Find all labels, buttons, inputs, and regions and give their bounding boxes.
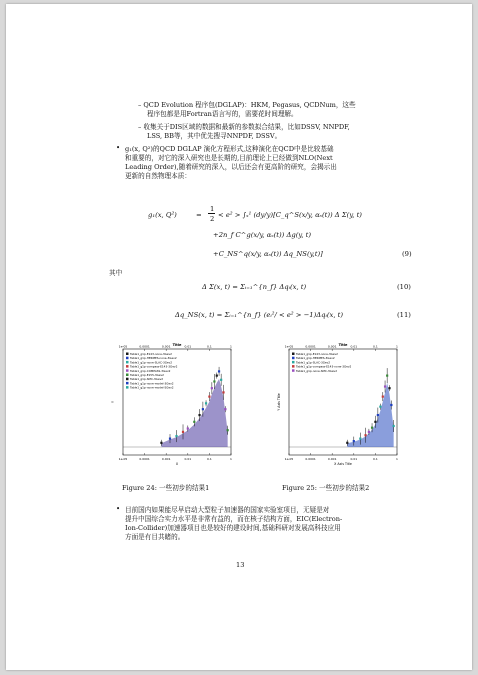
figure-24-caption: Figure 24: 一些初步的结果1 bbox=[122, 484, 210, 492]
x-axis-label: X bbox=[175, 462, 179, 466]
y-axis-label: Y bbox=[111, 401, 115, 403]
data-point bbox=[175, 435, 177, 437]
x-tick-label-top: 1 bbox=[230, 344, 232, 349]
legend-marker bbox=[292, 361, 295, 364]
x-tick-label-top: 0.1 bbox=[373, 344, 378, 349]
qizhong-text: 其中 bbox=[109, 269, 123, 277]
x-axis-label: X Axis Title bbox=[334, 462, 352, 466]
paragraph-line: 更新的自然物理本质： bbox=[125, 172, 191, 180]
data-point bbox=[384, 385, 386, 387]
paragraph-line: g₁(x, Q²)的QCD DGLAP 演化方程形式,这种演化在QCD中是比较基础 bbox=[125, 145, 334, 153]
x-tick-label: 0.1 bbox=[373, 457, 378, 461]
x-tick-label-top: 1 bbox=[396, 344, 398, 349]
x-tick-label-top: 1e-05 bbox=[118, 344, 128, 349]
legend-marker bbox=[126, 361, 129, 364]
paragraph-line: Ion-Collider)加速器项目也是较好的建设时间,基础科研对发展高科技应用 bbox=[125, 524, 341, 532]
legend-entry: Table1_g1p-SLAC-3Gev2 bbox=[296, 360, 331, 365]
x-tick-label-top: 0.1 bbox=[207, 344, 212, 349]
figure-25-chart bbox=[276, 341, 406, 471]
equation-9-lhs: g₁(x, Q²) bbox=[148, 211, 177, 219]
figure-24-chart bbox=[110, 341, 240, 471]
x-tick-label-top: 1e-05 bbox=[284, 344, 294, 349]
legend-entry: Table1_g1p-E155-3Gev2 bbox=[130, 373, 164, 377]
page-number: 13 bbox=[236, 561, 245, 569]
x-tick-label: 1e-05 bbox=[118, 457, 128, 461]
paragraph-line: 提升中国综合实力水平是非常有益的，而在核子结构方面，EIC(Electron- bbox=[125, 515, 343, 523]
y-axis-label: Y Axis Title bbox=[277, 393, 281, 411]
x-tick-label: 0.01 bbox=[350, 457, 358, 461]
equation-9-line-2: +2n_f C^g(x/y, αₛ(t)) Δg(y, t) bbox=[213, 231, 312, 239]
x-tick-label: 0.001 bbox=[161, 457, 171, 461]
data-point bbox=[213, 380, 215, 382]
legend-marker bbox=[292, 369, 295, 372]
legend-marker bbox=[126, 386, 129, 389]
paragraph-line: 目前国内如果能尽早启动大型粒子加速器的国家实验室项目，无疑是对 bbox=[125, 506, 330, 514]
x-tick-label-top: 0.001 bbox=[161, 344, 171, 349]
legend-marker bbox=[126, 353, 129, 356]
data-point bbox=[193, 421, 195, 423]
legend-entry: Table1_g1p-COMPASS-3Gev2 bbox=[130, 368, 171, 373]
data-point bbox=[388, 387, 390, 389]
data-point bbox=[211, 387, 213, 389]
x-tick-label: 0.1 bbox=[207, 457, 212, 461]
x-tick-label-top: 0.0001 bbox=[139, 344, 150, 349]
data-point bbox=[374, 421, 376, 423]
bullet-dot: • bbox=[116, 144, 121, 152]
data-point bbox=[220, 379, 222, 381]
data-point bbox=[393, 425, 395, 427]
x-tick-label-top: 0.001 bbox=[327, 344, 337, 349]
data-point bbox=[364, 434, 366, 436]
legend-marker bbox=[126, 382, 129, 385]
data-point bbox=[368, 431, 370, 433]
data-point bbox=[202, 408, 204, 410]
data-point bbox=[379, 406, 381, 408]
x-tick-label: 1 bbox=[230, 457, 232, 461]
legend-entry: Table1_g1p-E143-none-3Gev2 bbox=[296, 352, 338, 356]
equation-10: Δ Σ(x, t) = Σᵢ₌₁^{n_f} Δqᵢ(x, t) bbox=[202, 283, 307, 291]
data-point bbox=[160, 442, 162, 444]
data-point bbox=[169, 438, 171, 440]
legend-entry: Table1_g1p-none-model-5Gev2 bbox=[130, 385, 174, 390]
data-point bbox=[377, 414, 379, 416]
legend-marker bbox=[126, 357, 129, 360]
equation-9-equals: = bbox=[196, 211, 202, 219]
equation-9-number: (9) bbox=[402, 250, 412, 258]
paragraph-line: Leading Order),随着研究的深入，以后还会有更高阶的研究，会揭示出 bbox=[125, 163, 337, 171]
legend-marker bbox=[126, 374, 129, 377]
x-tick-label-top: 0.01 bbox=[350, 344, 358, 349]
data-point bbox=[382, 396, 384, 398]
paper-page bbox=[6, 4, 472, 670]
legend-entry: Table1_g1p-none-model-3Gev2 bbox=[130, 381, 174, 386]
data-point bbox=[386, 375, 388, 377]
legend-marker bbox=[126, 365, 129, 368]
equation-11-number: (11) bbox=[397, 311, 411, 319]
data-point bbox=[346, 442, 348, 444]
equation-9-fraction-bar bbox=[208, 213, 215, 214]
equation-9-line-3: +C_NS^q(x/y, αₛ(t)) Δq_NS(y,t)] bbox=[213, 250, 323, 258]
list-item-2-line-1: – 收集关于DIS区域的数据和最新的参数拟合结果，比如DSSV, NNPDF, bbox=[138, 123, 350, 131]
legend-entry: Table1_g1p-HERMES-3Gev2 bbox=[296, 356, 335, 361]
equation-10-number: (10) bbox=[397, 283, 411, 291]
x-tick-label-top: 0.01 bbox=[184, 344, 192, 349]
legend-entry: Table1_g1p-E143-none-3Gev2 bbox=[130, 352, 172, 356]
legend-entry: Table1_g1p-compass-E143-3Gev2 bbox=[130, 364, 178, 369]
equation-11: Δq_NS(x, t) = Σᵢ₌₁^{n_f} (eᵢ²/ < e² > −1)Δqᵢ(x, t) bbox=[175, 311, 344, 319]
data-point bbox=[182, 431, 184, 433]
equation-9-line-1: < e² > ∫ₓ¹ (dy/y)[C_q^S(x/y, αₛ(t)) Δ Σ(y, t) bbox=[218, 211, 362, 219]
equation-9-half-num: 1 bbox=[210, 205, 215, 213]
data-point bbox=[216, 375, 218, 377]
equation-9-half-den: 2 bbox=[210, 215, 215, 223]
data-point bbox=[371, 427, 373, 429]
legend-entry: Table1_g1p-SMC-3Gev2 bbox=[130, 377, 164, 382]
paragraph-line: 和重要的，对它的深入研究也是长期的,目前理论上已经做到NLO(Next bbox=[125, 154, 333, 162]
x-tick-label-top: 0.0001 bbox=[305, 344, 316, 349]
data-point bbox=[353, 440, 355, 442]
legend-entry: Table1_g1p-compass-E143-none-3Gev2 bbox=[296, 364, 352, 369]
x-tick-label: 0.01 bbox=[184, 457, 192, 461]
data-point bbox=[205, 402, 207, 404]
x-tick-label: 0.0001 bbox=[139, 457, 150, 461]
chart-title: Title bbox=[338, 343, 348, 347]
list-item-1-line-2: 程序包都是用Fortran语言写的，需要花时间理解。 bbox=[147, 110, 298, 118]
list-item-1-line-1: – QCD Evolution 程序包(DGLAP)：HKM, Pegasus, QCDNum，这些 bbox=[138, 101, 356, 109]
x-tick-label: 0.001 bbox=[327, 457, 337, 461]
x-tick-label: 1 bbox=[396, 457, 398, 461]
paragraph-line: 方面是有目共睹的。 bbox=[125, 533, 185, 541]
legend-marker bbox=[126, 369, 129, 372]
legend-marker bbox=[292, 365, 295, 368]
data-point bbox=[227, 429, 229, 431]
list-item-2-line-2: LSS, BB等，其中优先搜寻NNPDF, DSSV。 bbox=[147, 132, 282, 140]
chart-title: Title bbox=[172, 343, 182, 347]
figure-25-caption: Figure 25: 一些初步的结果2 bbox=[282, 484, 370, 492]
legend-marker bbox=[292, 357, 295, 360]
bullet-dot: • bbox=[116, 505, 121, 513]
data-point bbox=[222, 391, 224, 393]
data-point bbox=[359, 438, 361, 440]
data-point bbox=[208, 396, 210, 398]
model-band bbox=[347, 383, 393, 447]
legend-entry: Table1_g1p-HERMES-none-3Gev2 bbox=[130, 356, 177, 361]
data-point bbox=[187, 427, 189, 429]
x-tick-label: 1e-05 bbox=[284, 457, 294, 461]
data-point bbox=[218, 370, 220, 372]
data-point bbox=[198, 414, 200, 416]
data-point bbox=[390, 404, 392, 406]
x-tick-label: 0.0001 bbox=[305, 457, 316, 461]
legend-marker bbox=[292, 353, 295, 356]
legend-marker bbox=[126, 378, 129, 381]
data-point bbox=[224, 408, 226, 410]
legend-entry: Table1_g1p-none-SLAC-3Gev2 bbox=[130, 360, 173, 365]
legend-entry: Table1_g1p-none-SMC-3Gev2 bbox=[296, 368, 337, 373]
